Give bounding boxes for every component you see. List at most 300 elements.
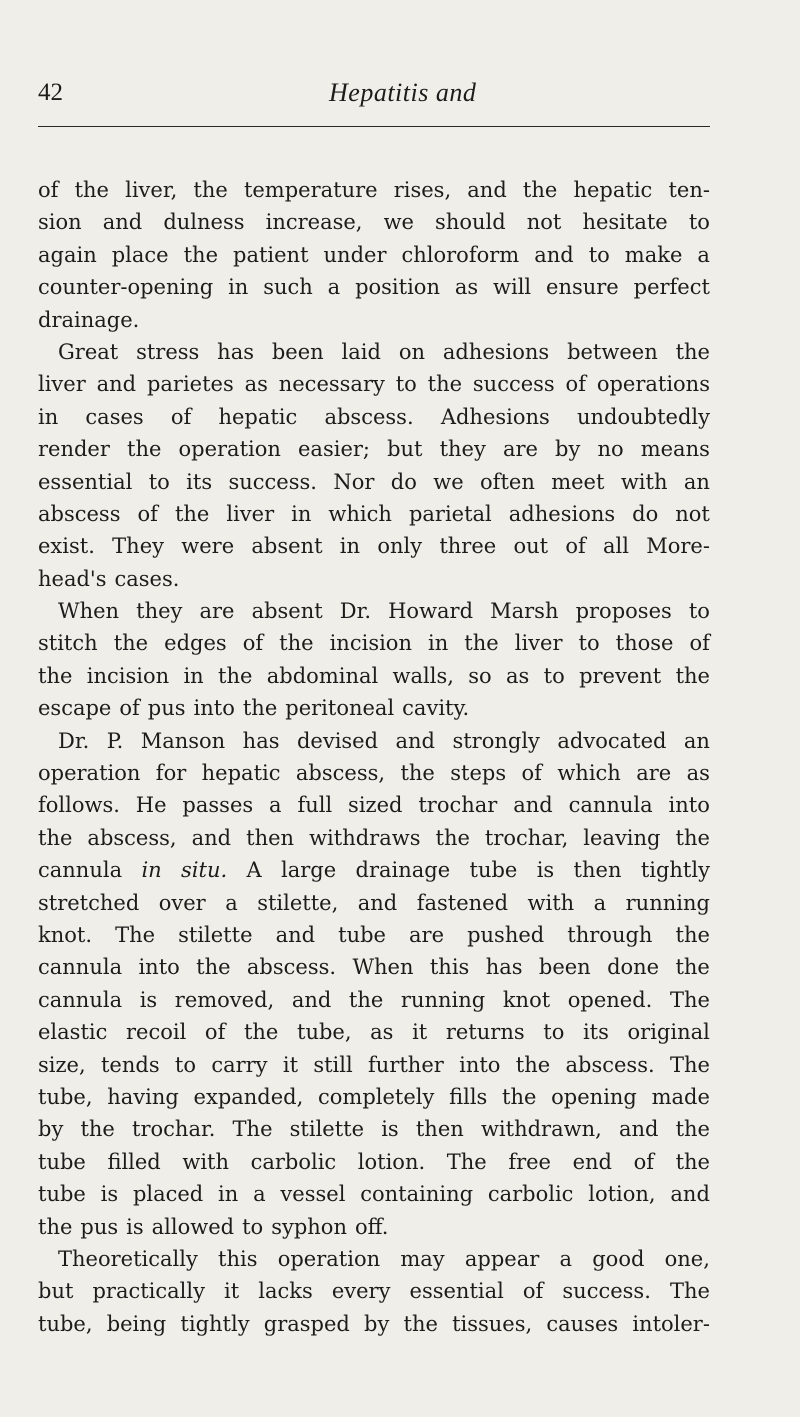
word: cannula [568,793,653,818]
word: as [454,275,479,300]
word: hepatic [218,404,298,429]
word: absent [251,534,323,559]
word: abscess. [246,955,337,980]
word: appear [464,1246,540,1271]
word: in [38,404,59,429]
word: passes [182,793,254,818]
text-line [38,951,710,983]
word: of [565,534,586,559]
word: in [339,534,361,559]
word: into [138,955,180,980]
word: of [119,696,140,721]
word: filled [107,1149,161,1174]
word: the [675,955,710,980]
text-line [38,1243,710,1275]
word: withdrawn, [480,1117,602,1142]
word: opening [551,1084,637,1109]
word: do [390,469,417,494]
word: is [126,1214,144,1239]
word: success [472,372,555,397]
word: place [111,242,169,267]
word: running [625,890,710,915]
word: leaving [583,825,661,850]
word: its [582,1020,609,1045]
word: intoler- [632,1311,710,1336]
word: no [597,437,624,462]
word: The [115,922,156,947]
word: cannula [38,858,123,883]
word: fastened [416,890,509,915]
word: carbolic [250,1149,337,1174]
word: with [527,890,575,915]
word: They [112,534,164,559]
text-line [38,984,710,1016]
word: The [669,1052,710,1077]
word: cannula [38,987,123,1012]
word: on [398,339,425,364]
word: tube [338,922,386,947]
word: causes [546,1311,619,1336]
word: operation [178,437,281,462]
word: cavity. [402,696,470,721]
word: the [675,922,710,947]
word: Dr. [58,728,90,753]
word: out [513,534,549,559]
word: and [357,890,398,915]
word: tube, [38,1311,93,1336]
word: carry [211,1052,268,1077]
word: drainage [355,858,451,883]
word: edges [164,631,227,656]
word: do [632,501,659,526]
text-line [38,1275,710,1307]
word: incision [86,663,170,688]
word: to [148,469,170,494]
text-line [38,466,710,498]
word: success. [228,469,317,494]
word: success. [562,1279,651,1304]
word: knot. [38,922,93,947]
word: the [435,825,470,850]
word: a [697,242,710,267]
word: but [38,1279,74,1304]
word: which [328,501,392,526]
text-line [38,1211,710,1243]
word: abscess. [565,1052,655,1077]
word: a [327,275,341,300]
word: as [244,372,268,397]
word: but [387,437,423,462]
word: allowed [151,1214,235,1239]
word: the [183,242,219,267]
word: stilette, [257,890,339,915]
word: a [225,890,238,915]
word: ensure [546,275,619,300]
word: parietal [408,501,492,526]
text-line [38,660,710,692]
word: tube, [38,1084,93,1109]
word: meet [551,469,605,494]
word: the [74,178,109,202]
word: proposes [575,599,672,624]
word: under [323,242,387,267]
word: the [38,1214,73,1239]
word: will [493,275,532,300]
text-line [38,725,710,757]
word: to [588,242,610,267]
word: in [291,501,312,526]
word: is [100,1182,119,1207]
word: easier; [298,437,370,462]
word: Great [58,339,119,364]
word: and [513,793,553,818]
word: When [58,599,120,624]
text-line [38,563,710,595]
word: operation [277,1246,381,1271]
word: in [428,631,449,656]
word: stretched [38,890,140,915]
word: placed [132,1182,204,1207]
word: with [620,469,668,494]
word: are [199,599,235,624]
word: exist. [38,534,95,559]
text-line [38,336,710,368]
word: Nor [333,469,375,494]
text-line [38,498,710,530]
word: hepatic [573,178,653,202]
word: pushed [467,922,545,947]
word: essential [38,469,133,494]
word: an [683,728,710,753]
word: of [137,501,158,526]
word: the [675,663,710,688]
word: increase, [265,210,363,235]
word: position [355,275,440,300]
word: only [377,534,423,559]
word: necessary [278,372,385,397]
word: running [400,987,486,1012]
word: the [243,1020,279,1045]
word: undoubtedly [576,404,710,429]
word: it [224,1279,240,1304]
word: been [538,955,591,980]
word: often [480,469,535,494]
word: as [370,1020,394,1045]
word: A [246,858,262,883]
word: practically [92,1279,205,1304]
word: abscess. [324,404,414,429]
word: rises, [393,178,452,202]
word: a [593,890,607,915]
word: should [435,210,506,235]
word: to [395,372,417,397]
text-line [38,757,710,789]
word: and [96,372,137,397]
text-line [38,887,710,919]
word: recoil [125,1020,187,1045]
word: of [689,631,710,656]
word: to [543,663,565,688]
word: of [522,1279,544,1304]
word: the [38,825,73,850]
word: and [670,1182,710,1207]
word: good [592,1246,645,1271]
word: sized [348,793,403,818]
word: the [113,631,149,656]
word: the [675,825,710,850]
word: with [182,1149,229,1174]
word: for [155,761,187,786]
word: cases. [114,566,180,591]
word: size, [38,1052,86,1077]
word: the [218,663,253,688]
word: situ. [181,858,228,883]
word: a [269,793,282,818]
page-number: 42 [38,79,63,106]
word: tends [100,1052,160,1077]
word: tube [469,858,518,883]
word: trochar. [132,1117,216,1142]
word: not [526,210,562,235]
word: of [565,372,586,397]
word: hesitate [582,210,668,235]
word: by [555,437,581,462]
word: sion [38,210,82,235]
word: follows. [38,793,120,818]
word: a [253,1182,266,1207]
word: grasped [263,1311,350,1336]
word: by [364,1311,390,1336]
word: they [439,437,486,462]
word: its [186,469,213,494]
word: liver, [125,178,178,202]
word: Howard [388,599,474,624]
word: abdominal [266,663,379,688]
word: the [403,1311,438,1336]
word: done [607,955,660,980]
word: the [348,987,384,1012]
word: and [534,242,574,267]
word: liver [514,631,563,656]
word: original [627,1020,710,1045]
text-line [38,919,710,951]
word: an [683,469,710,494]
word: to [688,210,710,235]
word: off. [354,1214,389,1239]
word: not [675,501,710,526]
page-header [38,76,710,132]
word: expanded, [193,1084,304,1109]
word: adhesions [442,339,550,364]
word: cases [85,404,144,429]
header-rule [38,126,710,127]
word: were [181,534,235,559]
word: perfect [633,275,710,300]
word: it [412,1020,428,1045]
word: been [271,339,324,364]
text-line [38,822,710,854]
word: and [395,728,436,753]
word: is [139,987,158,1012]
word: abscess, [295,761,386,786]
word: may [400,1246,445,1271]
word: a [559,1246,573,1271]
word: render [38,437,110,462]
word: through [567,922,653,947]
word: then [415,1117,464,1142]
word: the [174,501,210,526]
word: it [282,1052,299,1077]
word: the [127,437,162,462]
word: further [368,1052,444,1077]
text-line [38,1308,710,1340]
word: this [218,1246,258,1271]
text-line [38,1049,710,1081]
word: of [170,404,192,429]
word: the [193,178,228,202]
word: as [686,761,710,786]
word: and [467,178,507,202]
text-line [38,1178,710,1210]
word: removed, [174,987,275,1012]
text-line [38,206,710,238]
word: the [279,631,314,656]
text-line [38,368,710,400]
body-text [38,174,710,1340]
word: carbolic [487,1182,574,1207]
word: we [383,210,414,235]
word: operation [38,761,141,786]
word: over [158,890,206,915]
word: Marsh [490,599,559,624]
word: and [191,825,232,850]
word: lotion. [357,1149,426,1174]
word: all [603,534,629,559]
word: into [459,1052,501,1077]
word: When [352,955,414,980]
word: adhesions [508,501,616,526]
word: Theoretically [58,1246,198,1271]
word: we [433,469,464,494]
word: of [242,631,264,656]
word: in [183,663,204,688]
word: temperature [243,178,378,202]
word: strongly [452,728,540,753]
word: tissues, [452,1311,533,1336]
word: is [536,858,555,883]
word: knot [502,987,551,1012]
word: having [107,1084,179,1109]
word: which [557,761,621,786]
word: abscess, [87,825,177,850]
word: Dr. [339,599,372,624]
word: containing [360,1182,474,1207]
word: and [275,922,316,947]
text-line [38,401,710,433]
word: then [573,858,622,883]
word: in [228,275,249,300]
word: stress [136,339,200,364]
word: walls, [392,663,454,688]
word: by [38,1117,64,1142]
word: to [578,631,600,656]
word: More- [646,534,710,559]
text-line [38,174,710,206]
word: steps [450,761,507,786]
word: three [439,534,497,559]
word: full [297,793,333,818]
word: Manson [140,728,226,753]
text-line [38,433,710,465]
text-line [38,1016,710,1048]
word: the [502,1084,537,1109]
word: pus [147,696,186,721]
word: of [204,1020,226,1045]
word: devised [296,728,379,753]
word: stilette [289,1117,365,1142]
word: operations [596,372,710,397]
word: escape [38,696,112,721]
word: cannula [38,955,123,980]
word: dulness [163,210,245,235]
text-line [38,304,710,336]
word: one, [664,1246,710,1271]
word: as [506,663,530,688]
word: tube [38,1182,86,1207]
word: absent [251,599,323,624]
word: The [232,1117,273,1142]
word: every [331,1279,391,1304]
word: large [281,858,337,883]
word: The [446,1149,487,1174]
word: has [485,955,523,980]
word: lotion, [588,1182,656,1207]
word: between [567,339,658,364]
word: chloroform [401,242,520,267]
word: the [38,663,73,688]
word: laid [341,339,381,364]
word: of [521,761,542,786]
word: to [688,599,710,624]
word: the [522,178,558,202]
word: He [135,793,167,818]
word: are [636,761,672,786]
word: again [38,242,97,267]
word: into [668,793,710,818]
word: into [193,696,235,721]
word: those [615,631,674,656]
text-line [38,239,710,271]
text-line [38,789,710,821]
word: being [106,1311,167,1336]
word: and [291,987,332,1012]
running-head: Hepatitis and [329,78,477,107]
text-line [38,627,710,659]
word: stitch [38,631,98,656]
word: lacks [258,1279,313,1304]
word: to [242,1214,264,1239]
word: so [468,663,492,688]
word: the [675,1149,710,1174]
text-line [38,271,710,303]
word: The [669,987,710,1012]
word: hepatic [201,761,281,786]
word: end [572,1149,612,1174]
word: of [633,1149,654,1174]
word: trochar, [484,825,569,850]
word: the [196,955,231,980]
word: this [429,955,470,980]
